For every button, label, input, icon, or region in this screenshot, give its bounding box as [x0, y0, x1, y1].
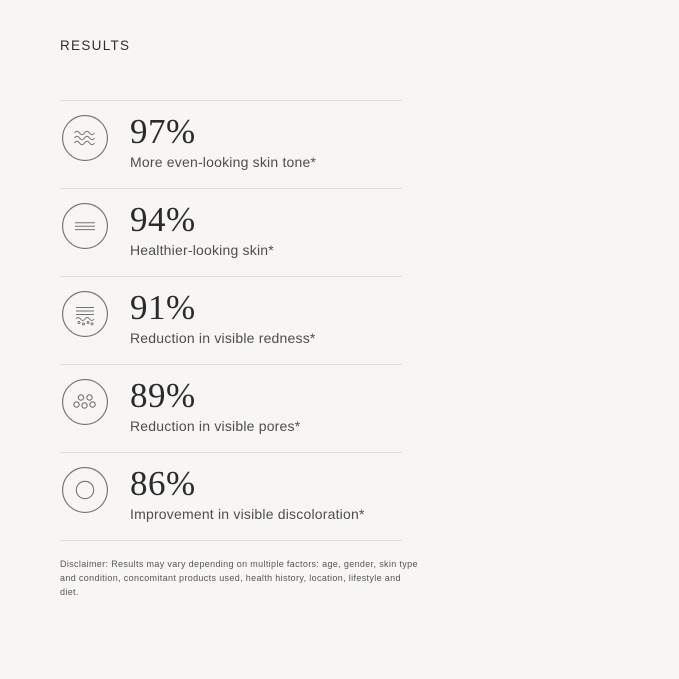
result-row [60, 276, 402, 364]
discoloration-ring-icon [62, 467, 108, 513]
result-percentage: 94% [130, 200, 196, 239]
result-row [60, 100, 402, 188]
results-list [60, 100, 402, 540]
result-description: Healthier-looking skin* [130, 242, 274, 258]
result-description: Reduction in visible pores* [130, 418, 301, 434]
disclaimer-text [60, 557, 418, 599]
result-row [60, 452, 402, 540]
result-row [60, 364, 402, 452]
page-title: RESULTS [60, 38, 131, 53]
results-panel [60, 0, 418, 599]
result-percentage: 97% [130, 112, 196, 151]
disclaimer-line: Disclaimer: Results may vary depending on multiple factors: age, gender, skin type [60, 559, 418, 569]
skin-tone-waves-icon [62, 115, 108, 161]
skin-surface-redness-icon [62, 291, 108, 337]
result-row [60, 188, 402, 276]
disclaimer-line: diet. [60, 587, 79, 597]
result-percentage: 91% [130, 288, 196, 327]
disclaimer [60, 540, 418, 599]
skin-texture-lines-icon [62, 203, 108, 249]
result-percentage: 89% [130, 376, 196, 415]
result-description: Improvement in visible discoloration* [130, 506, 365, 522]
pores-dots-icon [62, 379, 108, 425]
result-description: Reduction in visible redness* [130, 330, 316, 346]
result-percentage: 86% [130, 464, 196, 503]
disclaimer-line: and condition, concomitant products used, health history, location, lifestyle and [60, 573, 401, 583]
result-description: More even-looking skin tone* [130, 154, 317, 170]
